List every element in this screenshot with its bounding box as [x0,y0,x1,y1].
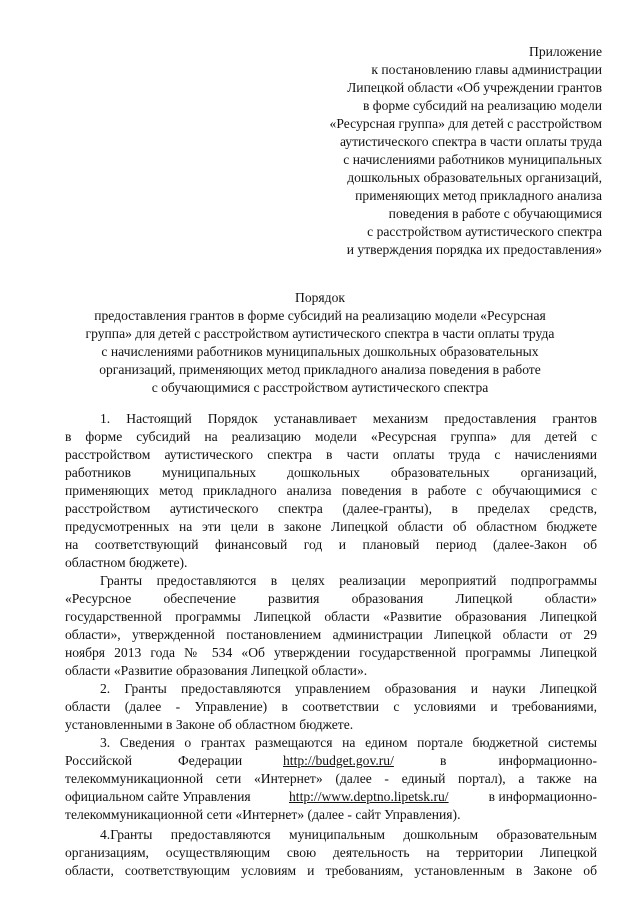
title-line: с обучающимися с расстройством аутистического спектра [151,380,489,395]
paragraph-line: расстройством аутистического спектра в части оплаты труда с начислениями [65,447,597,462]
paragraph-line: в форме субсидий на реализацию модели «Ресурсная группа» для детей с [65,429,597,444]
paragraph-line: расстройством аутистического спектра (далее-гранты), в пределах средств, [65,501,597,516]
title-line: группа» для детей с расстройством аутистического спектра в части оплаты труда [85,326,555,341]
paragraph-line: области (далее - Управление) в соответствии с условиями и требованиями, [65,699,597,714]
document-heading: Порядок [295,290,345,305]
paragraph-word: Российской [65,753,132,768]
title-line: организаций, применяющих метод прикладного анализа поведения в работе [99,362,541,377]
paragraph-line: работников муниципальных дошкольных образовательных организаций, [65,465,597,480]
paragraph-line: установленными в Законе об областном бюджете. [65,717,354,732]
paragraph-line: телекоммуникационной сети «Интернет» (далее - единый портал), а также на [65,771,597,786]
paragraph-word: информационно- [498,753,597,768]
paragraph-line: 1. Настоящий Порядок устанавливает механизм предоставления грантов [100,411,597,426]
paragraph-word: Федерации [178,753,243,768]
appendix-line: с расстройством аутистического спектра [367,224,602,239]
paragraph-word: в информационно- [488,789,597,804]
paragraph-line: государственной программы Липецкой области «Развитие образования Липецкой [65,609,597,624]
appendix-line: дошкольных образовательных организаций, [347,170,602,185]
paragraph-line: ноября 2013 года № 534 «Об утверждении государственной программы Липецкой [65,645,597,660]
paragraph-line: предусмотренных на эти цели в законе Липецкой области об областном бюджете [65,519,597,534]
paragraph-word: официальном сайте Управления [65,789,251,804]
appendix-line: и утверждения порядка их предоставления» [346,242,602,257]
paragraph-line: телекоммуникационной сети «Интернет» (далее - сайт Управления). [65,807,461,822]
title-line: с начислениями работников муниципальных дошкольных образовательных [101,344,539,359]
title-line: предоставления грантов в форме субсидий на реализацию модели «Ресурсная [94,308,546,323]
paragraph-line: области «Развитие образования Липецкой области». [65,663,368,678]
department-site-link[interactable]: http://www.deptno.lipetsk.ru/ [289,789,449,804]
appendix-line: «Ресурсная группа» для детей с расстройством [329,116,602,131]
appendix-line: Приложение [529,44,602,59]
appendix-line: поведения в работе с обучающимися [388,206,602,221]
appendix-line: в форме субсидий на реализацию модели [362,98,602,113]
appendix-line: аутистического спектра в части оплаты труда [339,134,602,149]
paragraph-line: 3. Сведения о грантах размещаются на едином портале бюджетной системы [100,735,597,750]
appendix-line: применяющих метод прикладного анализа [355,188,602,203]
appendix-line: Липецкой области «Об учреждении грантов [347,80,602,95]
paragraph-line: на соответствующий финансовый год и плановый период (далее-Закон об [65,537,597,552]
paragraph-line: Гранты предоставляются в целях реализации мероприятий подпрограммы [100,573,597,588]
paragraph-line: области», утвержденной постановлением администрации Липецкой области от 29 [65,627,597,642]
paragraph-line: 2. Гранты предоставляются управлением образования и науки Липецкой [100,681,597,696]
paragraph-line: «Ресурсное обеспечение развития образования Липецкой области» [65,591,597,606]
appendix-line: к постановлению главы администрации [371,62,602,77]
paragraph-line: 4.Гранты предоставляются муниципальным дошкольным образовательным [100,827,597,842]
budget-portal-link[interactable]: http://budget.gov.ru/ [283,753,394,768]
paragraph-line: областном бюджете). [65,555,188,570]
paragraph-line: области, соответствующим условиям и требованиям, установленным в Законе об [65,863,597,878]
paragraph-line: организациям, осуществляющим свою деятельность на территории Липецкой [65,845,597,860]
appendix-line: с начислениями работников муниципальных [343,152,602,167]
paragraph-line: применяющих метод прикладного анализа поведения в работе с обучающимися с [65,483,597,498]
paragraph-word: в [440,753,447,768]
